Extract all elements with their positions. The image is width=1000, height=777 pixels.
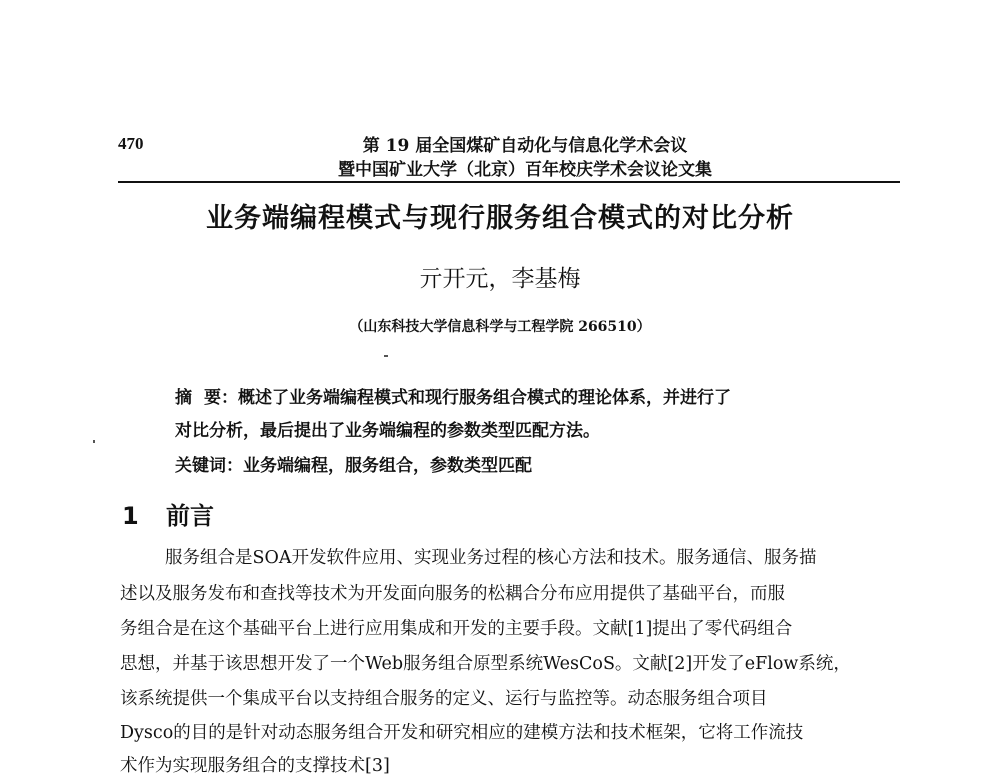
scan-speck bbox=[93, 440, 95, 443]
abstract-line-1 bbox=[175, 383, 731, 408]
body-line-5: 该系统提供一个集成平台以支持组合服务的定义、运行与监控等。动态服务组合项目 bbox=[120, 689, 768, 709]
section-number: 1 bbox=[122, 502, 139, 530]
body-line-6: Dysco的目的是针对动态服务组合开发和研究相应的建模方法和技术框架，它将工作流技 bbox=[120, 723, 804, 743]
scan-speck bbox=[384, 355, 388, 357]
body-line-2: 述以及服务发布和查找等技术为开发面向服务的松耦合分布应用提供了基础平台，而服 bbox=[120, 584, 785, 604]
abstract-line-2: 对比分析，最后提出了业务端编程的参数类型匹配方法。 bbox=[175, 421, 600, 441]
keywords-label: 关键词： bbox=[175, 456, 243, 476]
conference-header-line-1: 第 19 届全国煤矿自动化与信息化学术会议 bbox=[362, 136, 688, 156]
conference-header-line-2: 暨中国矿业大学（北京）百年校庆学术会议论文集 bbox=[338, 160, 712, 180]
body-line-4: 思想，并基于该思想开发了一个Web服务组合原型系统WesCoS。文献[2]开发了eFlow系统， bbox=[120, 654, 851, 674]
section-title: 前言 bbox=[166, 502, 214, 530]
header-rule bbox=[118, 181, 900, 183]
page-number: 470 bbox=[118, 134, 144, 153]
paper-title: 业务端编程模式与现行服务组合模式的对比分析 bbox=[206, 203, 794, 234]
body-line-7: 术作为实现服务组合的支撑技术[3] bbox=[120, 756, 390, 776]
abstract-text-1: 概述了业务端编程模式和现行服务组合模式的理论体系，并进行了 bbox=[238, 388, 731, 408]
authors: 亓开元，李基梅 bbox=[419, 266, 581, 292]
section-heading bbox=[122, 496, 214, 531]
body-line-1: 服务组合是SOA开发软件应用、实现业务过程的核心方法和技术。服务通信、服务描 bbox=[165, 548, 817, 568]
abstract-label-char2: 要： bbox=[204, 388, 238, 408]
body-line-3: 务组合是在这个基础平台上进行应用集成和开发的主要手段。文献[1]提出了零代码组合 bbox=[120, 619, 793, 639]
affiliation: （山东科技大学信息科学与工程学院 266510） bbox=[349, 319, 651, 335]
abstract-label-char1: 摘 bbox=[175, 388, 192, 408]
keywords-line bbox=[175, 451, 532, 476]
keywords-text: 业务端编程，服务组合，参数类型匹配 bbox=[243, 456, 532, 476]
